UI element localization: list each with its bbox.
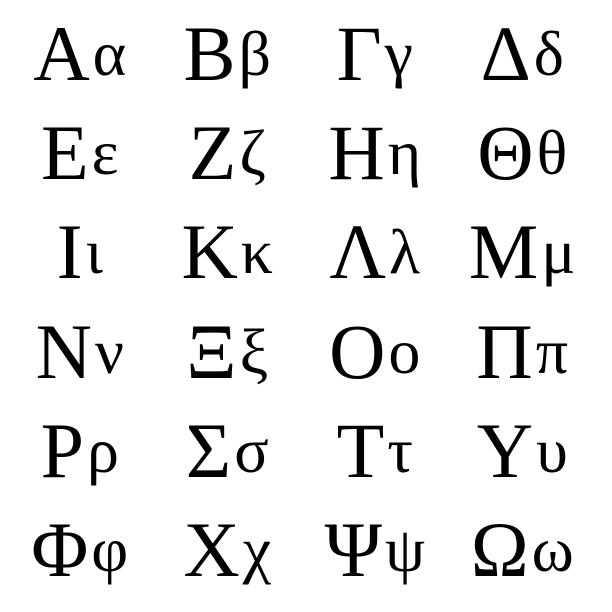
uppercase-tau: Τ <box>336 406 385 494</box>
uppercase-gamma: Γ <box>336 9 382 97</box>
letter-pair-omega <box>449 501 597 600</box>
letter-pair-theta <box>449 103 597 202</box>
lowercase-nu: ν <box>94 315 124 387</box>
letter-pair-alpha <box>6 4 154 103</box>
uppercase-theta: Θ <box>477 108 534 196</box>
lowercase-omega: ω <box>531 514 574 586</box>
lowercase-upsilon: υ <box>536 414 568 486</box>
uppercase-mu: Μ <box>468 208 539 296</box>
letter-pair-lambda <box>301 203 449 302</box>
uppercase-iota: Ι <box>56 208 83 296</box>
lowercase-epsilon: ε <box>91 116 119 188</box>
letter-pair-zeta <box>154 103 302 202</box>
lowercase-omicron: ο <box>388 315 421 387</box>
letter-pair-epsilon <box>6 103 154 202</box>
letter-pair-beta <box>154 4 302 103</box>
letter-pair-psi <box>301 501 449 600</box>
uppercase-delta: Δ <box>480 9 531 97</box>
lowercase-pi: π <box>535 315 569 387</box>
letter-pair-omicron <box>301 302 449 401</box>
lowercase-mu: μ <box>541 216 576 288</box>
uppercase-eta: Η <box>328 108 385 196</box>
letter-pair-tau <box>301 401 449 500</box>
lowercase-psi: ψ <box>385 514 426 586</box>
letter-pair-iota <box>6 203 154 302</box>
uppercase-chi: Χ <box>183 506 240 594</box>
letter-pair-chi <box>154 501 302 600</box>
uppercase-nu: Ν <box>35 307 92 395</box>
uppercase-omega: Ω <box>470 506 529 594</box>
lowercase-alpha: α <box>92 17 127 89</box>
uppercase-sigma: Σ <box>185 406 232 494</box>
uppercase-phi: Φ <box>31 506 89 594</box>
uppercase-psi: Ψ <box>324 506 382 594</box>
lowercase-sigma: σ <box>234 414 269 486</box>
lowercase-phi: φ <box>91 514 129 586</box>
lowercase-chi: χ <box>242 514 272 586</box>
lowercase-beta: β <box>238 17 272 89</box>
letter-pair-xi <box>154 302 302 401</box>
uppercase-kappa: Κ <box>181 208 238 296</box>
letter-pair-pi <box>449 302 597 401</box>
lowercase-gamma: γ <box>384 17 413 89</box>
letter-pair-mu <box>449 203 597 302</box>
uppercase-upsilon: Υ <box>476 406 534 494</box>
letter-pair-delta <box>449 4 597 103</box>
letter-pair-upsilon <box>449 401 597 500</box>
letter-pair-gamma <box>301 4 449 103</box>
uppercase-lambda: Λ <box>329 208 387 296</box>
uppercase-pi: Π <box>476 307 533 395</box>
letter-pair-kappa <box>154 203 302 302</box>
lowercase-xi: ξ <box>239 315 269 387</box>
uppercase-beta: Β <box>183 9 236 97</box>
lowercase-tau: τ <box>387 414 413 486</box>
uppercase-alpha: Α <box>33 9 90 97</box>
uppercase-omicron: Ο <box>329 307 386 395</box>
uppercase-epsilon: Ε <box>40 108 89 196</box>
lowercase-rho: ρ <box>86 414 119 486</box>
letter-pair-nu <box>6 302 154 401</box>
lowercase-delta: δ <box>533 17 564 89</box>
uppercase-rho: Ρ <box>40 406 84 494</box>
letter-pair-rho <box>6 401 154 500</box>
letter-pair-phi <box>6 501 154 600</box>
lowercase-kappa: κ <box>240 216 274 288</box>
letter-pair-eta <box>301 103 449 202</box>
letter-pair-sigma <box>154 401 302 500</box>
uppercase-xi: Ξ <box>186 307 237 395</box>
lowercase-zeta: ζ <box>239 116 266 188</box>
lowercase-theta: θ <box>536 116 568 188</box>
uppercase-zeta: Ζ <box>188 108 237 196</box>
lowercase-eta: η <box>387 116 422 188</box>
lowercase-lambda: λ <box>389 216 421 288</box>
lowercase-iota: ι <box>85 216 103 288</box>
